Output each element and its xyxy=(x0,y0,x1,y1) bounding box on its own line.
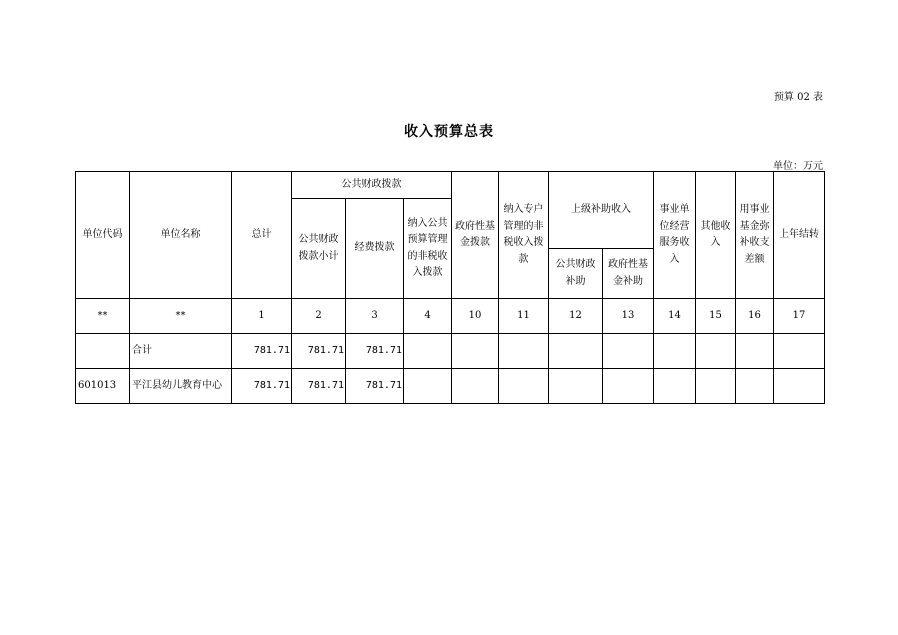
empty-cell xyxy=(404,334,452,369)
unit-name-cell: 合计 xyxy=(130,334,232,369)
unit-code-cell: 601013 xyxy=(76,369,130,404)
total-cell: 781.71 xyxy=(232,334,292,369)
empty-cell xyxy=(736,334,774,369)
unit-label: 单位：万元 xyxy=(773,161,823,172)
empty-cell xyxy=(696,334,736,369)
index-cell: 2 xyxy=(292,299,346,334)
total-cell: 781.71 xyxy=(232,369,292,404)
header-non-tax-income: 纳入公共预算管理的非税收入拨款 xyxy=(404,199,452,299)
empty-cell xyxy=(654,369,696,404)
unit-name-cell: 平江县幼儿教育中心 xyxy=(130,369,232,404)
empty-cell xyxy=(696,369,736,404)
empty-cell xyxy=(452,369,499,404)
header-operating-appropriation: 经费拨款 xyxy=(346,199,404,299)
index-cell: 16 xyxy=(736,299,774,334)
index-cell: 17 xyxy=(774,299,825,334)
header-gov-fund-subsidy: 政府性基金补助 xyxy=(603,249,654,299)
table-row xyxy=(76,334,825,369)
index-cell: 10 xyxy=(452,299,499,334)
empty-cell xyxy=(549,334,603,369)
index-cell: 4 xyxy=(404,299,452,334)
header-public-finance-subtotal: 公共财政拨款小计 xyxy=(292,199,346,299)
empty-cell xyxy=(549,369,603,404)
header-service-income: 事业单位经营服务收入 xyxy=(654,172,696,299)
empty-cell xyxy=(499,369,549,404)
header-unit-code: 单位代码 xyxy=(76,172,130,299)
index-cell: 12 xyxy=(549,299,603,334)
index-cell: 11 xyxy=(499,299,549,334)
empty-cell xyxy=(603,334,654,369)
header-unit-name: 单位名称 xyxy=(130,172,232,299)
header-other-income: 其他收入 xyxy=(696,172,736,299)
index-row xyxy=(76,299,825,334)
empty-cell xyxy=(603,369,654,404)
index-cell: ** xyxy=(76,299,130,334)
revenue-budget-table xyxy=(75,171,825,404)
unit-code-cell xyxy=(76,334,130,369)
subtotal-cell: 781.71 xyxy=(292,334,346,369)
table-row xyxy=(76,369,825,404)
index-cell: ** xyxy=(130,299,232,334)
empty-cell xyxy=(452,334,499,369)
subtotal-cell: 781.71 xyxy=(292,369,346,404)
page-title: 收入预算总表 xyxy=(404,124,494,140)
form-number: 预算 02 表 xyxy=(773,92,823,103)
empty-cell xyxy=(404,369,452,404)
header-total: 总计 xyxy=(232,172,292,299)
header-superior-subsidy: 上级补助收入 xyxy=(549,172,654,249)
empty-cell xyxy=(736,369,774,404)
operating-cell: 781.71 xyxy=(346,369,404,404)
empty-cell xyxy=(774,369,825,404)
header-fund-balance: 用事业基金弥补收支差额 xyxy=(736,172,774,299)
header-gov-fund: 政府性基金拨款 xyxy=(452,172,499,299)
header-public-finance: 公共财政拨款 xyxy=(292,172,452,199)
header-carryover: 上年结转 xyxy=(774,172,825,299)
empty-cell xyxy=(499,334,549,369)
operating-cell: 781.71 xyxy=(346,334,404,369)
empty-cell xyxy=(654,334,696,369)
index-cell: 13 xyxy=(603,299,654,334)
index-cell: 15 xyxy=(696,299,736,334)
index-cell: 3 xyxy=(346,299,404,334)
header-special-account: 纳入专户管理的非税收入拨款 xyxy=(499,172,549,299)
header-public-finance-subsidy: 公共财政补助 xyxy=(549,249,603,299)
empty-cell xyxy=(774,334,825,369)
index-cell: 14 xyxy=(654,299,696,334)
index-cell: 1 xyxy=(232,299,292,334)
